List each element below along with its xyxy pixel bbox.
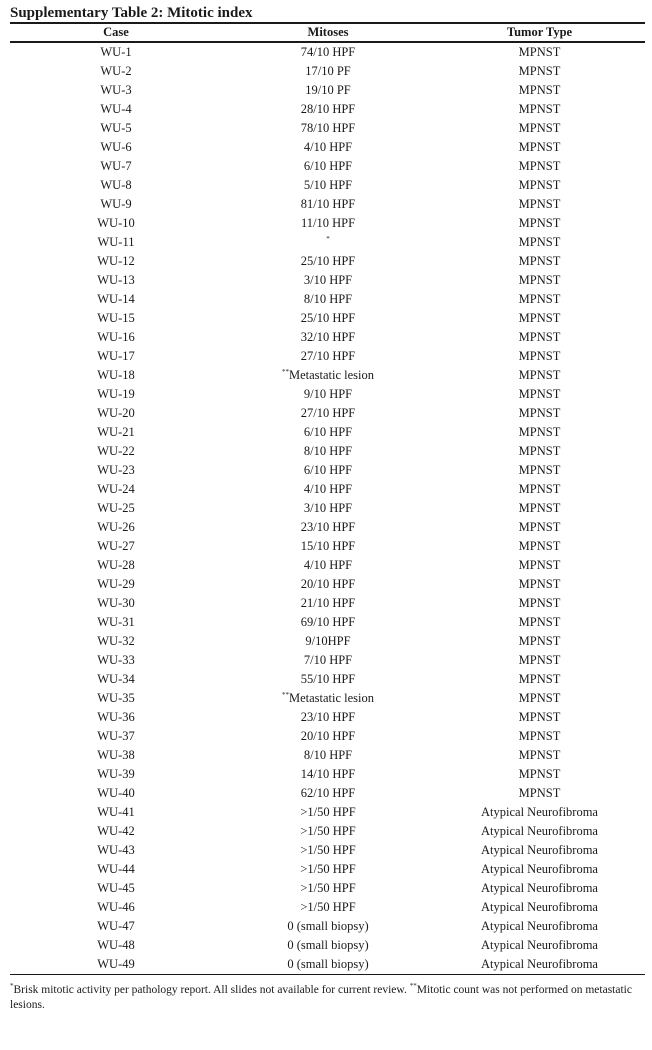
- mitoses-value: 25/10 HPF: [300, 254, 356, 268]
- table-row: [10, 632, 645, 651]
- mitoses-value: 55/10 HPF: [300, 672, 356, 686]
- tumor-type-cell: MPNST: [518, 634, 561, 648]
- tumor-type-cell: MPNST: [518, 596, 561, 610]
- mitoses-value: >1/50 HPF: [300, 900, 356, 914]
- mitoses-cell: [222, 784, 434, 803]
- mitoses-cell: [222, 841, 434, 860]
- mitoses-cell: [222, 271, 434, 290]
- tumor-type-cell: MPNST: [518, 444, 561, 458]
- case-cell: WU-11: [97, 235, 135, 249]
- tumor-type-cell: MPNST: [518, 83, 561, 97]
- mitoses-cell: [222, 404, 434, 423]
- footnote-text-2: Mitotic count was not performed on metastatic lesions.: [10, 984, 632, 1011]
- case-cell: WU-8: [100, 178, 132, 192]
- mitoses-value: 25/10 HPF: [300, 311, 356, 325]
- case-cell: WU-22: [97, 444, 135, 458]
- table-row: [10, 860, 645, 879]
- footnote: [10, 983, 650, 1013]
- tumor-type-cell: Atypical Neurofibroma: [481, 900, 598, 914]
- mitoses-value: >1/50 HPF: [300, 881, 356, 895]
- mitoses-cell: [222, 119, 434, 138]
- mitoses-cell: [222, 708, 434, 727]
- mitoses-cell: [222, 499, 434, 518]
- table-row: [10, 841, 645, 860]
- case-cell: WU-45: [97, 881, 135, 895]
- tumor-type-cell: Atypical Neurofibroma: [481, 805, 598, 819]
- footnote-mark-1: *: [10, 982, 14, 991]
- table-row: [10, 727, 645, 746]
- case-cell: WU-5: [100, 121, 132, 135]
- mitoses-cell: [222, 746, 434, 765]
- mitoses-cell: [222, 594, 434, 613]
- mitoses-value: 28/10 HPF: [300, 102, 356, 116]
- mitoses-cell: [222, 917, 434, 936]
- tumor-type-cell: MPNST: [518, 406, 561, 420]
- mitoses-cell: [222, 366, 434, 385]
- table-row: [10, 347, 645, 366]
- mitoses-value: 17/10 PF: [305, 64, 351, 78]
- tumor-type-cell: MPNST: [518, 216, 561, 230]
- table-row: [10, 746, 645, 765]
- footnote-marker: *: [326, 234, 330, 243]
- table-row: [10, 100, 645, 119]
- mitoses-cell: [222, 461, 434, 480]
- mitoses-cell: [222, 252, 434, 271]
- mitoses-value: 23/10 HPF: [300, 520, 356, 534]
- mitoses-value: Metastatic lesion: [288, 368, 375, 382]
- case-cell: WU-14: [97, 292, 135, 306]
- table-row: [10, 594, 645, 613]
- mitoses-value: 0 (small biopsy): [287, 919, 369, 933]
- mitoses-value: 14/10 HPF: [300, 767, 356, 781]
- mitoses-value: >1/50 HPF: [300, 843, 356, 857]
- mitoses-value: 5/10 HPF: [303, 178, 353, 192]
- case-cell: WU-43: [97, 843, 135, 857]
- footnote-marker: **: [281, 367, 289, 376]
- mitoses-cell: [222, 613, 434, 632]
- tumor-type-cell: MPNST: [518, 197, 561, 211]
- table-row: [10, 81, 645, 100]
- mitoses-value: 4/10 HPF: [303, 140, 353, 154]
- mitoses-cell: [222, 423, 434, 442]
- mitoses-cell: [222, 556, 434, 575]
- table-row: [10, 290, 645, 309]
- tumor-type-cell: MPNST: [518, 235, 561, 249]
- mitoses-value: 6/10 HPF: [303, 463, 353, 477]
- tumor-type-cell: MPNST: [518, 786, 561, 800]
- mitoses-cell: [222, 138, 434, 157]
- case-cell: WU-9: [100, 197, 132, 211]
- table-row: [10, 309, 645, 328]
- mitoses-value: 20/10 HPF: [300, 577, 356, 591]
- mitoses-cell: [222, 518, 434, 537]
- mitoses-value: 19/10 PF: [305, 83, 351, 97]
- case-cell: WU-35: [97, 691, 135, 705]
- mitotic-index-table: [10, 24, 645, 974]
- mitoses-cell: [222, 309, 434, 328]
- tumor-type-cell: MPNST: [518, 159, 561, 173]
- table-row: [10, 651, 645, 670]
- case-cell: WU-7: [100, 159, 132, 173]
- tumor-type-cell: MPNST: [518, 729, 561, 743]
- tumor-type-cell: MPNST: [518, 273, 561, 287]
- mitoses-value: 21/10 HPF: [300, 596, 356, 610]
- case-cell: WU-23: [97, 463, 135, 477]
- table-row: [10, 157, 645, 176]
- table-row: [10, 366, 645, 385]
- table-row: [10, 613, 645, 632]
- mitoses-value: 3/10 HPF: [303, 273, 353, 287]
- case-cell: WU-31: [97, 615, 135, 629]
- mitoses-cell: [222, 879, 434, 898]
- case-cell: WU-24: [97, 482, 135, 496]
- mitoses-cell: [222, 480, 434, 499]
- tumor-type-cell: MPNST: [518, 45, 561, 59]
- case-cell: WU-47: [97, 919, 135, 933]
- table-row: [10, 708, 645, 727]
- tumor-type-cell: MPNST: [518, 292, 561, 306]
- mitoses-cell: [222, 233, 434, 252]
- tumor-type-cell: MPNST: [518, 368, 561, 382]
- mitoses-value: 78/10 HPF: [300, 121, 356, 135]
- mitoses-cell: [222, 347, 434, 366]
- bottom-rule: [10, 974, 645, 975]
- mitoses-cell: [222, 803, 434, 822]
- case-cell: WU-18: [97, 368, 135, 382]
- tumor-type-cell: Atypical Neurofibroma: [481, 843, 598, 857]
- mitoses-value: 69/10 HPF: [300, 615, 356, 629]
- case-cell: WU-15: [97, 311, 135, 325]
- mitoses-value: 8/10 HPF: [303, 748, 353, 762]
- case-cell: WU-36: [97, 710, 135, 724]
- table-row: [10, 784, 645, 803]
- mitoses-cell: [222, 898, 434, 917]
- table-title: Supplementary Table 2: Mitotic index: [10, 5, 253, 21]
- tumor-type-cell: MPNST: [518, 748, 561, 762]
- table-row: [10, 803, 645, 822]
- mitoses-value: 20/10 HPF: [300, 729, 356, 743]
- header-tumor-type: Tumor Type: [506, 25, 573, 39]
- case-cell: WU-32: [97, 634, 135, 648]
- tumor-type-cell: MPNST: [518, 102, 561, 116]
- tumor-type-cell: MPNST: [518, 463, 561, 477]
- mitoses-value: 9/10 HPF: [303, 387, 353, 401]
- mitoses-value: 62/10 HPF: [300, 786, 356, 800]
- table-row: [10, 385, 645, 404]
- tumor-type-cell: MPNST: [518, 482, 561, 496]
- table-row: [10, 62, 645, 81]
- case-cell: WU-49: [97, 957, 135, 971]
- mitoses-value: Metastatic lesion: [288, 691, 375, 705]
- table-row: [10, 480, 645, 499]
- table-row: [10, 936, 645, 955]
- tumor-type-cell: MPNST: [518, 653, 561, 667]
- case-cell: WU-42: [97, 824, 135, 838]
- mitoses-value: >1/50 HPF: [300, 862, 356, 876]
- case-cell: WU-26: [97, 520, 135, 534]
- tumor-type-cell: MPNST: [518, 501, 561, 515]
- mitoses-value: 81/10 HPF: [300, 197, 356, 211]
- case-cell: WU-19: [97, 387, 135, 401]
- tumor-type-cell: MPNST: [518, 558, 561, 572]
- footnote-mark-2: **: [409, 982, 417, 991]
- document-page: [10, 4, 645, 1013]
- case-cell: WU-46: [97, 900, 135, 914]
- tumor-type-cell: MPNST: [518, 178, 561, 192]
- mitoses-cell: [222, 442, 434, 461]
- mitoses-value: 9/10HPF: [305, 634, 351, 648]
- tumor-type-cell: Atypical Neurofibroma: [481, 957, 598, 971]
- tumor-type-cell: MPNST: [518, 520, 561, 534]
- table-row: [10, 670, 645, 689]
- mitoses-cell: [222, 632, 434, 651]
- mitoses-cell: [222, 689, 434, 708]
- header-row: [10, 24, 645, 41]
- tumor-type-cell: MPNST: [518, 672, 561, 686]
- tumor-type-cell: MPNST: [518, 254, 561, 268]
- table-row: [10, 765, 645, 784]
- mitoses-value: 27/10 HPF: [300, 349, 356, 363]
- table-row: [10, 119, 645, 138]
- table-row: [10, 138, 645, 157]
- table-row: [10, 214, 645, 233]
- tumor-type-cell: MPNST: [518, 425, 561, 439]
- tumor-type-cell: MPNST: [518, 577, 561, 591]
- tumor-type-cell: Atypical Neurofibroma: [481, 919, 598, 933]
- table-row: [10, 917, 645, 936]
- mitoses-cell: [222, 43, 434, 62]
- mitoses-value: 8/10 HPF: [303, 444, 353, 458]
- tumor-type-cell: MPNST: [518, 311, 561, 325]
- table-row: [10, 271, 645, 290]
- mitoses-value: 4/10 HPF: [303, 558, 353, 572]
- mitoses-cell: [222, 936, 434, 955]
- case-cell: WU-17: [97, 349, 135, 363]
- mitoses-cell: [222, 385, 434, 404]
- case-cell: WU-1: [100, 45, 132, 59]
- mitoses-cell: [222, 290, 434, 309]
- mitoses-value: 6/10 HPF: [303, 159, 353, 173]
- mitoses-value: 7/10 HPF: [303, 653, 353, 667]
- table-row: [10, 822, 645, 841]
- tumor-type-cell: MPNST: [518, 140, 561, 154]
- mitoses-value: 0 (small biopsy): [287, 957, 369, 971]
- mitoses-cell: [222, 214, 434, 233]
- tumor-type-cell: MPNST: [518, 121, 561, 135]
- header-case: Case: [103, 25, 129, 39]
- mitoses-cell: [222, 860, 434, 879]
- footnote-marker: **: [281, 690, 289, 699]
- table-row: [10, 423, 645, 442]
- case-cell: WU-29: [97, 577, 135, 591]
- tumor-type-cell: MPNST: [518, 691, 561, 705]
- case-cell: WU-34: [97, 672, 135, 686]
- mitoses-value: 32/10 HPF: [300, 330, 356, 344]
- case-cell: WU-6: [100, 140, 132, 154]
- table-row: [10, 879, 645, 898]
- tumor-type-cell: Atypical Neurofibroma: [481, 938, 598, 952]
- case-cell: WU-38: [97, 748, 135, 762]
- case-cell: WU-27: [97, 539, 135, 553]
- tumor-type-cell: MPNST: [518, 539, 561, 553]
- table-row: [10, 43, 645, 62]
- mitoses-value: 11/10 HPF: [300, 216, 356, 230]
- case-cell: WU-30: [97, 596, 135, 610]
- table-row: [10, 556, 645, 575]
- mitoses-value: 3/10 HPF: [303, 501, 353, 515]
- case-cell: WU-41: [97, 805, 135, 819]
- case-cell: WU-33: [97, 653, 135, 667]
- table-row: [10, 898, 645, 917]
- case-cell: WU-48: [97, 938, 135, 952]
- table-row: [10, 575, 645, 594]
- case-cell: WU-4: [100, 102, 132, 116]
- table-body: [10, 43, 645, 974]
- tumor-type-cell: MPNST: [518, 710, 561, 724]
- case-cell: WU-28: [97, 558, 135, 572]
- mitoses-cell: [222, 100, 434, 119]
- table-row: [10, 252, 645, 271]
- header-mitoses: Mitoses: [307, 25, 349, 39]
- mitoses-value: 4/10 HPF: [303, 482, 353, 496]
- case-cell: WU-21: [97, 425, 135, 439]
- tumor-type-cell: Atypical Neurofibroma: [481, 881, 598, 895]
- mitoses-value: 27/10 HPF: [300, 406, 356, 420]
- mitoses-cell: [222, 176, 434, 195]
- mitoses-value: 15/10 HPF: [300, 539, 356, 553]
- tumor-type-cell: Atypical Neurofibroma: [481, 824, 598, 838]
- case-cell: WU-39: [97, 767, 135, 781]
- case-cell: WU-20: [97, 406, 135, 420]
- tumor-type-cell: MPNST: [518, 330, 561, 344]
- table-row: [10, 176, 645, 195]
- table-row: [10, 233, 645, 252]
- table-row: [10, 518, 645, 537]
- table-row: [10, 537, 645, 556]
- mitoses-cell: [222, 670, 434, 689]
- tumor-type-cell: MPNST: [518, 767, 561, 781]
- mitoses-value: 6/10 HPF: [303, 425, 353, 439]
- case-cell: WU-44: [97, 862, 135, 876]
- tumor-type-cell: MPNST: [518, 349, 561, 363]
- mitoses-cell: [222, 537, 434, 556]
- table-row: [10, 689, 645, 708]
- table-row: [10, 404, 645, 423]
- table-row: [10, 328, 645, 347]
- mitoses-cell: [222, 651, 434, 670]
- tumor-type-cell: Atypical Neurofibroma: [481, 862, 598, 876]
- mitoses-value: 0 (small biopsy): [287, 938, 369, 952]
- mitoses-cell: [222, 765, 434, 784]
- mitoses-cell: [222, 727, 434, 746]
- mitoses-cell: [222, 575, 434, 594]
- case-cell: WU-37: [97, 729, 135, 743]
- mitoses-cell: [222, 955, 434, 974]
- mitoses-value: >1/50 HPF: [300, 805, 356, 819]
- mitoses-cell: [222, 157, 434, 176]
- footnote-text-1: Brisk mitotic activity per pathology report. All slides not available for current review.: [13, 984, 410, 996]
- mitoses-value: 74/10 HPF: [300, 45, 356, 59]
- mitoses-cell: [222, 822, 434, 841]
- mitoses-value: 8/10 HPF: [303, 292, 353, 306]
- case-cell: WU-25: [97, 501, 135, 515]
- mitoses-value: >1/50 HPF: [300, 824, 356, 838]
- mitoses-cell: [222, 62, 434, 81]
- tumor-type-cell: MPNST: [518, 615, 561, 629]
- mitoses-cell: [222, 328, 434, 347]
- case-cell: WU-16: [97, 330, 135, 344]
- case-cell: WU-3: [100, 83, 132, 97]
- mitoses-cell: [222, 195, 434, 214]
- mitoses-cell: [222, 81, 434, 100]
- case-cell: WU-2: [100, 64, 132, 78]
- table-row: [10, 461, 645, 480]
- tumor-type-cell: MPNST: [518, 387, 561, 401]
- mitoses-value: 23/10 HPF: [300, 710, 356, 724]
- case-cell: WU-40: [97, 786, 135, 800]
- table-row: [10, 499, 645, 518]
- case-cell: WU-12: [97, 254, 135, 268]
- case-cell: WU-10: [97, 216, 135, 230]
- table-row: [10, 955, 645, 974]
- table-row: [10, 195, 645, 214]
- table-row: [10, 442, 645, 461]
- case-cell: WU-13: [97, 273, 135, 287]
- tumor-type-cell: MPNST: [518, 64, 561, 78]
